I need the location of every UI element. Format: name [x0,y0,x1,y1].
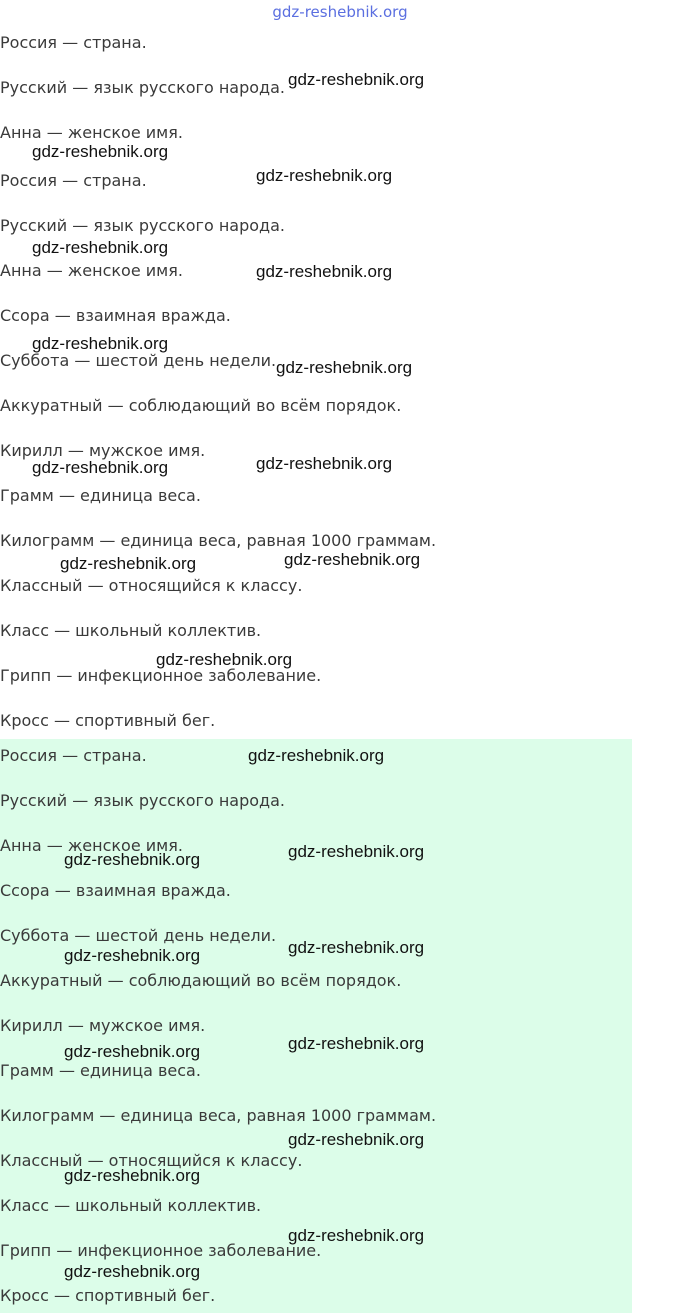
text-line: Кирилл — мужское имя. [0,1016,206,1035]
watermark: gdz-reshebnik.org [288,1034,425,1053]
text-line: Суббота — шестой день недели. [0,351,277,370]
watermark: gdz-reshebnik.org [288,1130,425,1149]
watermark: gdz-reshebnik.org [248,746,385,765]
watermark: gdz-reshebnik.org [64,946,201,965]
watermark: gdz-reshebnik.org [60,554,197,573]
text-line: Классный — относящийся к классу. [0,576,303,595]
text-line: Русский — язык русского народа. [0,216,285,235]
watermark: gdz-reshebnik.org [32,238,169,257]
text-line: Килограмм — единица веса, равная 1000 граммам. [0,1106,437,1125]
watermark: gdz-reshebnik.org [288,938,425,957]
watermark: gdz-reshebnik.org [32,458,169,477]
text-line: Ссора — взаимная вражда. [0,306,231,325]
watermark: gdz-reshebnik.org [32,334,169,353]
watermark: gdz-reshebnik.org [64,850,201,869]
text-line: Класс — школьный коллектив. [0,1196,262,1215]
watermark: gdz-reshebnik.org [256,166,393,185]
text-line: Анна — женское имя. [0,123,183,142]
watermark: gdz-reshebnik.org [256,454,393,473]
text-line: Грипп — инфекционное заболевание. [0,1241,322,1260]
watermark: gdz-reshebnik.org [256,262,393,281]
watermark: gdz-reshebnik.org [32,142,169,161]
text-line: Кросс — спортивный бег. [0,1286,216,1305]
text-line: Килограмм — единица веса, равная 1000 граммам. [0,531,437,550]
watermark: gdz-reshebnik.org [288,842,425,861]
text-line: Грамм — единица веса. [0,1061,201,1080]
site-label: gdz-reshebnik.org [272,3,408,21]
watermark: gdz-reshebnik.org [156,650,293,669]
text-line: Кирилл — мужское имя. [0,441,206,460]
text-line: Аккуратный — соблюдающий во всём порядок. [0,396,402,415]
watermark: gdz-reshebnik.org [288,1226,425,1245]
text-line: Анна — женское имя. [0,261,183,280]
watermark: gdz-reshebnik.org [276,358,413,377]
watermark: gdz-reshebnik.org [64,1262,201,1281]
watermark: gdz-reshebnik.org [64,1166,201,1185]
text-line: Анна — женское имя. [0,836,183,855]
text-line: Класс — школьный коллектив. [0,621,262,640]
watermark: gdz-reshebnik.org [64,1042,201,1061]
watermark: gdz-reshebnik.org [288,70,425,89]
text-line: Россия — страна. [0,33,147,52]
watermark: gdz-reshebnik.org [284,550,421,569]
text-line: Суббота — шестой день недели. [0,926,277,945]
text-line: Грамм — единица веса. [0,486,201,505]
text-line: Аккуратный — соблюдающий во всём порядок. [0,971,402,990]
text-line: Россия — страна. [0,171,147,190]
text-line: Классный — относящийся к классу. [0,1151,303,1170]
text-line: Русский — язык русского народа. [0,791,285,810]
text-line: Грипп — инфекционное заболевание. [0,666,322,685]
text-line: Ссора — взаимная вражда. [0,881,231,900]
text-line: Кросс — спортивный бег. [0,711,216,730]
text-line: Русский — язык русского народа. [0,78,285,97]
text-line: Россия — страна. [0,746,147,765]
